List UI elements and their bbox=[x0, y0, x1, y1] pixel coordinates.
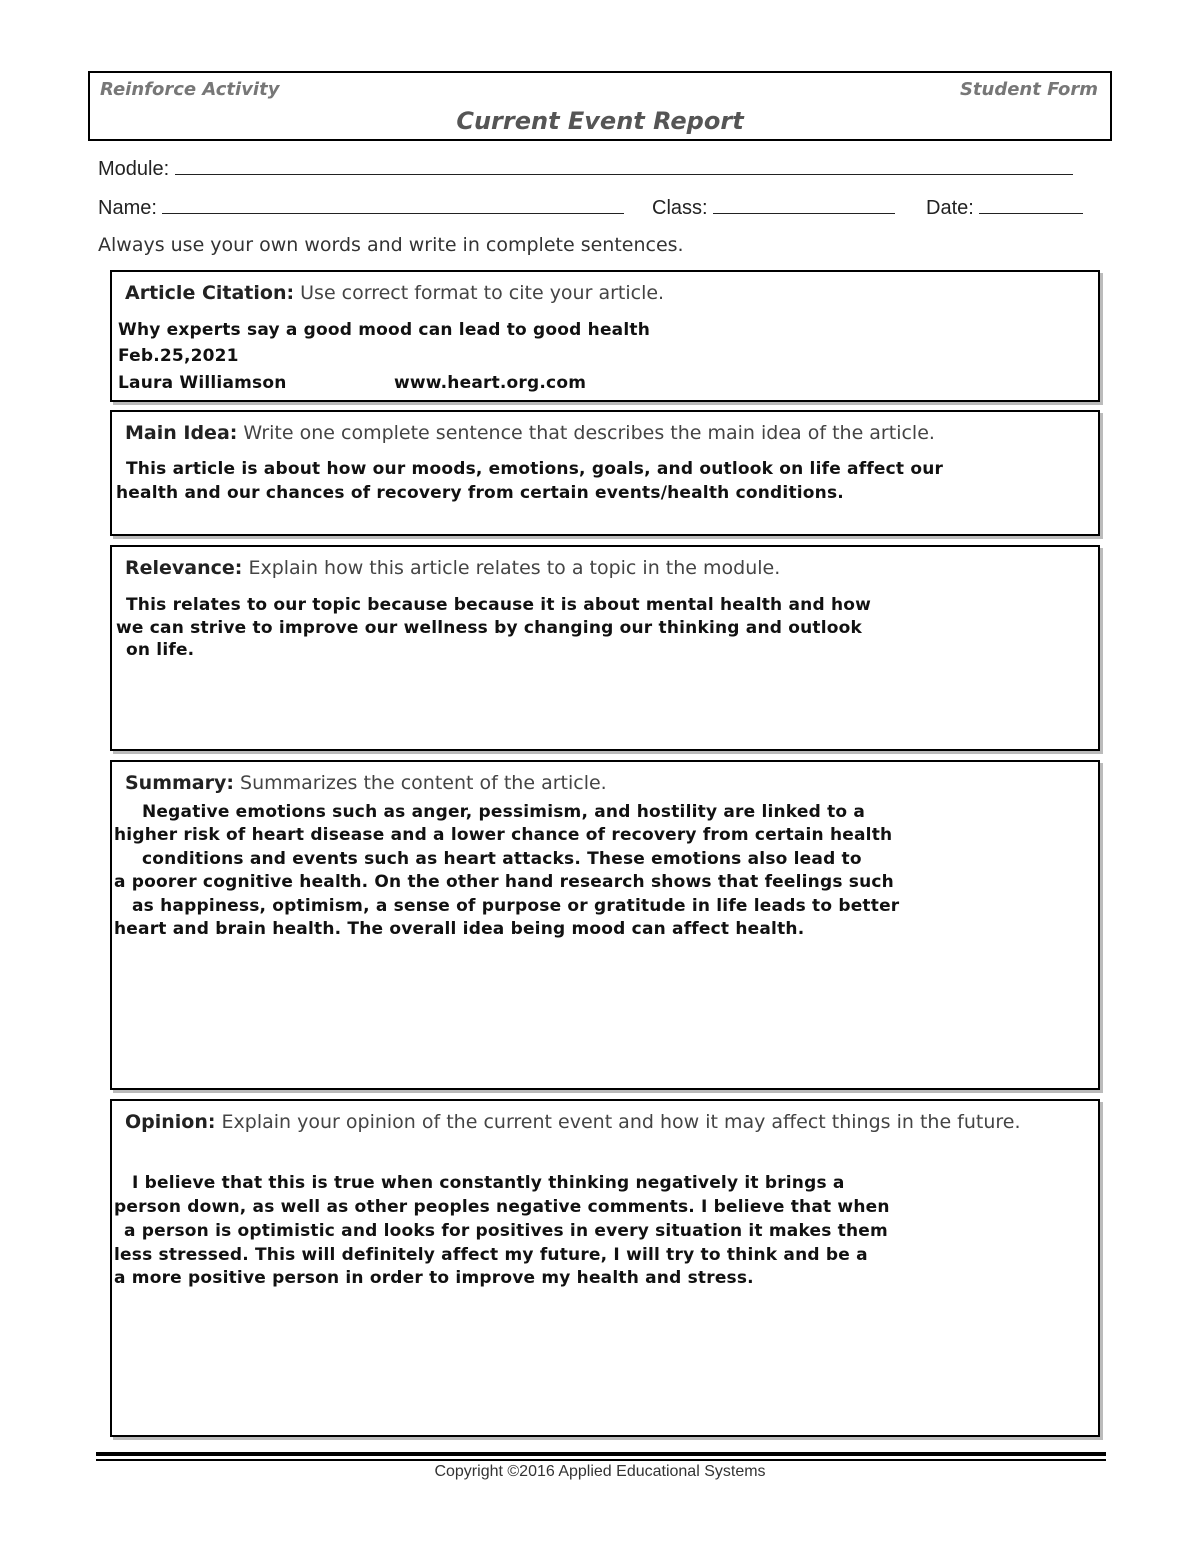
handwritten-line: a more positive person in order to improve my health and stress. bbox=[114, 1268, 754, 1288]
relevance-prompt bbox=[125, 555, 1086, 581]
relevance-label: Relevance: bbox=[125, 557, 243, 579]
handwritten-line: health and our chances of recovery from certain events/health conditions. bbox=[116, 483, 844, 503]
main-idea-instructions: Write one complete sentence that describes the main idea of the article. bbox=[243, 422, 935, 444]
handwritten-line: higher risk of heart disease and a lower chance of recovery from certain health bbox=[114, 825, 893, 845]
handwritten-line: less stressed. This will definitely affect my future, I will try to think and be a bbox=[114, 1245, 868, 1265]
module-field[interactable] bbox=[98, 158, 1073, 181]
module-blank[interactable] bbox=[175, 158, 1073, 175]
date-field[interactable] bbox=[926, 197, 1083, 220]
handwritten-line: This relates to our topic because because it is about mental health and how bbox=[126, 595, 872, 615]
handwritten-line: I believe that this is true when constantly thinking negatively it brings a bbox=[132, 1173, 845, 1193]
copyright: Copyright ©2016 Applied Educational Systems bbox=[434, 1463, 766, 1480]
class-field[interactable] bbox=[652, 197, 895, 220]
date-label: Date: bbox=[926, 197, 974, 219]
summary-label: Summary: bbox=[125, 772, 234, 794]
handwritten-line: we can strive to improve our wellness by changing our thinking and outlook bbox=[116, 618, 863, 638]
summary-instructions: Summarizes the content of the article. bbox=[240, 772, 607, 794]
instructions: Always use your own words and write in complete sentences. bbox=[98, 234, 684, 256]
main-idea-label: Main Idea: bbox=[125, 422, 238, 444]
handwritten-line: conditions and events such as heart attacks. These emotions also lead to bbox=[142, 849, 862, 869]
name-field[interactable] bbox=[98, 197, 624, 220]
handwritten-line: heart and brain health. The overall idea being mood can affect health. bbox=[114, 919, 805, 939]
opinion-label: Opinion: bbox=[125, 1111, 216, 1133]
footer-rule bbox=[96, 1452, 1106, 1456]
name-label: Name: bbox=[98, 197, 157, 219]
citation-url-line: www.heart.org.com bbox=[394, 373, 587, 393]
handwritten-line: a poorer cognitive health. On the other hand research shows that feelings such bbox=[114, 872, 894, 892]
citation-title-line: Why experts say a good mood can lead to good health bbox=[118, 320, 651, 340]
main-idea-box[interactable] bbox=[110, 410, 1100, 536]
citation-prompt bbox=[125, 280, 1086, 306]
page-title: Current Event Report bbox=[456, 107, 744, 135]
summary-prompt bbox=[125, 770, 1086, 796]
summary-box[interactable] bbox=[110, 760, 1100, 1090]
citation-instructions: Use correct format to cite your article. bbox=[300, 282, 665, 304]
activity-type-label: Reinforce Activity bbox=[100, 79, 280, 100]
module-label: Module: bbox=[98, 158, 170, 180]
main-idea-prompt bbox=[125, 420, 1086, 446]
handwritten-line: on life. bbox=[126, 640, 195, 660]
handwritten-line: a person is optimistic and looks for positives in every situation it makes them bbox=[124, 1221, 888, 1241]
handwritten-line: Negative emotions such as anger, pessimism, and hostility are linked to a bbox=[142, 802, 866, 822]
citation-author-line: Laura Williamson bbox=[118, 373, 287, 393]
footer-rule-thin bbox=[96, 1459, 1106, 1461]
citation-box[interactable] bbox=[110, 270, 1100, 402]
date-blank[interactable] bbox=[979, 197, 1083, 214]
handwritten-line: This article is about how our moods, emotions, goals, and outlook on life affect our bbox=[126, 459, 944, 479]
form-header bbox=[88, 71, 1112, 141]
citation-date-line: Feb.25,2021 bbox=[118, 346, 239, 366]
citation-label: Article Citation: bbox=[125, 282, 295, 304]
handwritten-line: person down, as well as other peoples negative comments. I believe that when bbox=[114, 1197, 890, 1217]
class-label: Class: bbox=[652, 197, 708, 219]
opinion-box[interactable] bbox=[110, 1099, 1100, 1437]
form-type-label: Student Form bbox=[959, 79, 1098, 100]
opinion-instructions: Explain your opinion of the current event and how it may affect things in the future. bbox=[221, 1111, 1021, 1133]
name-blank[interactable] bbox=[162, 197, 624, 214]
handwritten-line: as happiness, optimism, a sense of purpose or gratitude in life leads to better bbox=[132, 896, 900, 916]
relevance-instructions: Explain how this article relates to a topic in the module. bbox=[248, 557, 781, 579]
class-blank[interactable] bbox=[713, 197, 895, 214]
relevance-box[interactable] bbox=[110, 545, 1100, 751]
opinion-prompt bbox=[125, 1109, 1086, 1135]
